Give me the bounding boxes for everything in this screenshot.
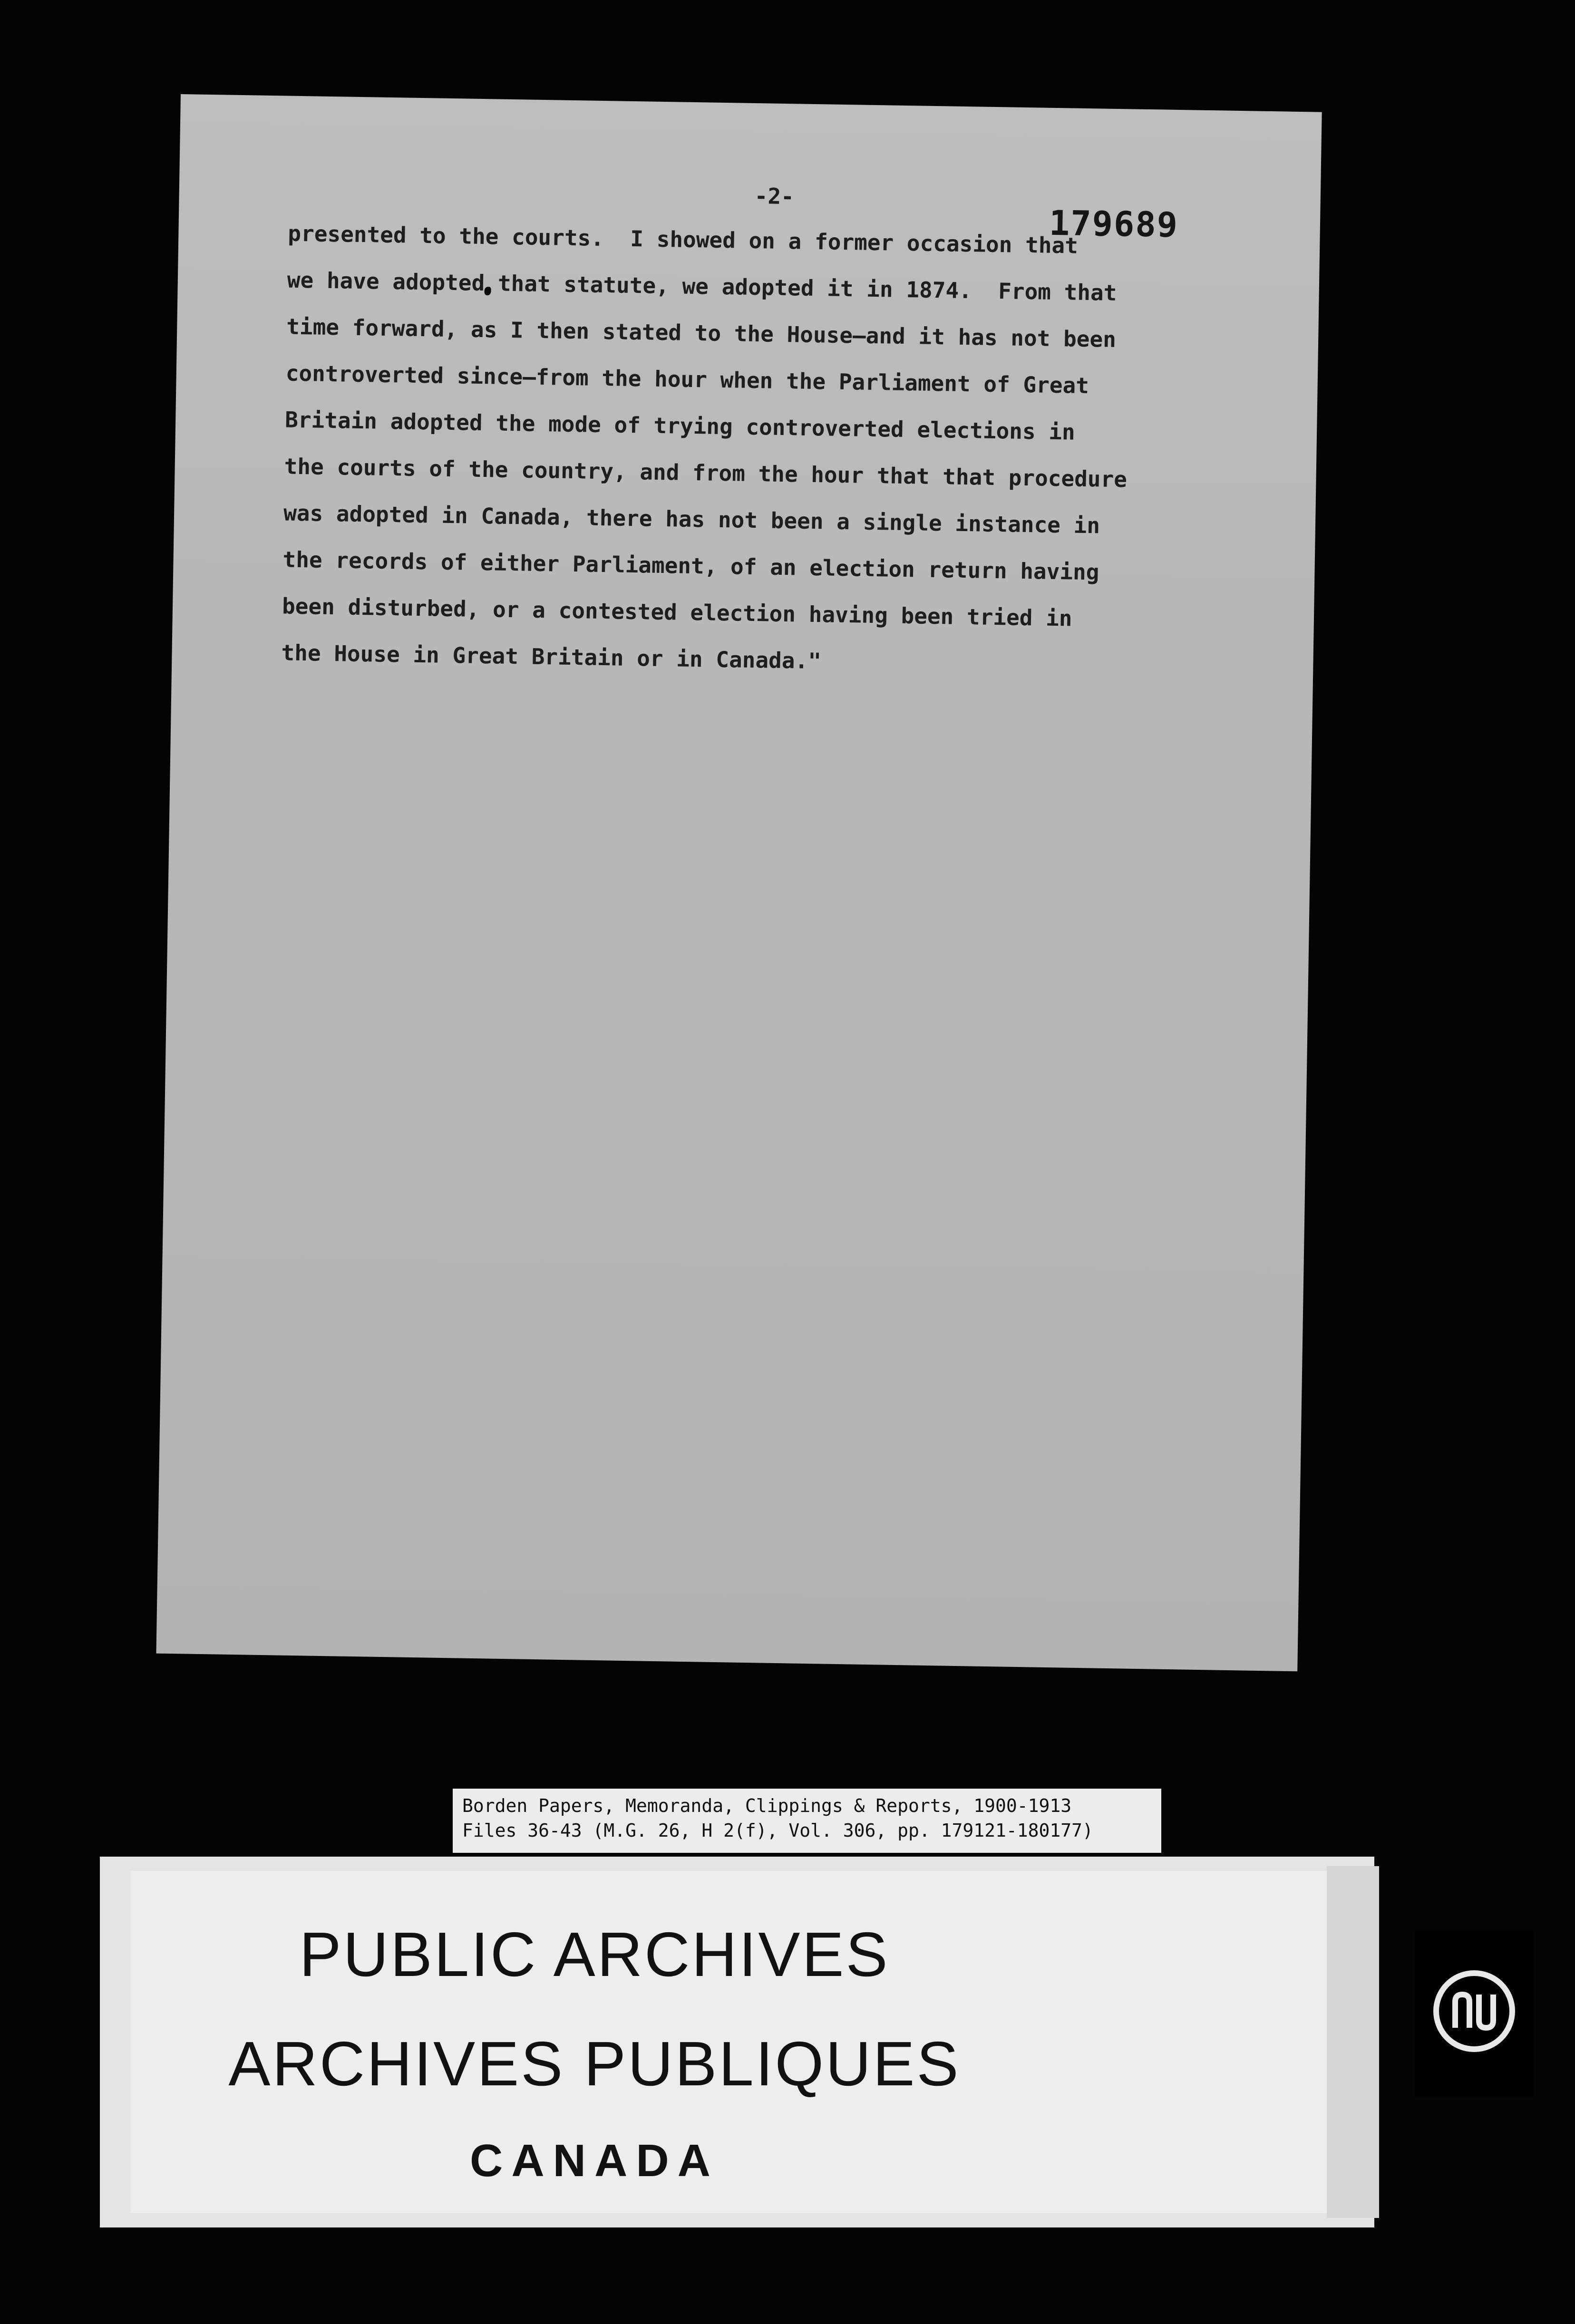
archive-card bbox=[100, 1857, 1374, 2227]
archives-seal-icon bbox=[1424, 1961, 1524, 2061]
citation-line-1: Borden Papers, Memoranda, Clippings & Reports, 1900-1913 bbox=[462, 1795, 1072, 1816]
archive-title-french: ARCHIVES PUBLIQUES bbox=[228, 2029, 961, 2099]
folio-stamp: 179689 bbox=[1049, 203, 1179, 245]
text-line: presented to the courts. I showed on a former occasion that bbox=[288, 220, 1079, 259]
text-line: time forward, as I then stated to the House—and it has not been bbox=[286, 313, 1117, 352]
typed-paragraph bbox=[281, 210, 1239, 691]
text-line: the records of either Parliament, of an election return having bbox=[282, 546, 1099, 585]
text-line: we have adopted that statute, we adopted it in 1874. From that bbox=[287, 267, 1117, 306]
document-page bbox=[156, 94, 1322, 1671]
archive-title-english: PUBLIC ARCHIVES bbox=[299, 1919, 890, 1989]
archive-country: CANADA bbox=[470, 2135, 719, 2186]
page-number: -2- bbox=[754, 183, 795, 210]
text-line: the House in Great Britain or in Canada." bbox=[281, 639, 822, 674]
citation-slip bbox=[453, 1789, 1161, 1853]
text-line: the courts of the country, and from the hour that that procedure bbox=[284, 453, 1128, 493]
citation-line-2: Files 36-43 (M.G. 26, H 2(f), Vol. 306, pp. 179121-180177) bbox=[462, 1820, 1093, 1841]
archives-seal bbox=[1415, 1930, 1534, 2097]
archive-card-face bbox=[131, 1871, 1339, 2213]
text-line: been disturbed, or a contested election having been tried in bbox=[282, 593, 1073, 631]
text-line: controverted since—from the hour when the Parliament of Great bbox=[285, 360, 1089, 399]
text-line: was adopted in Canada, there has not been a single instance in bbox=[283, 500, 1100, 539]
text-line: Britain adopted the mode of trying controverted elections in bbox=[284, 407, 1076, 445]
card-edge-strip bbox=[1327, 1866, 1379, 2218]
